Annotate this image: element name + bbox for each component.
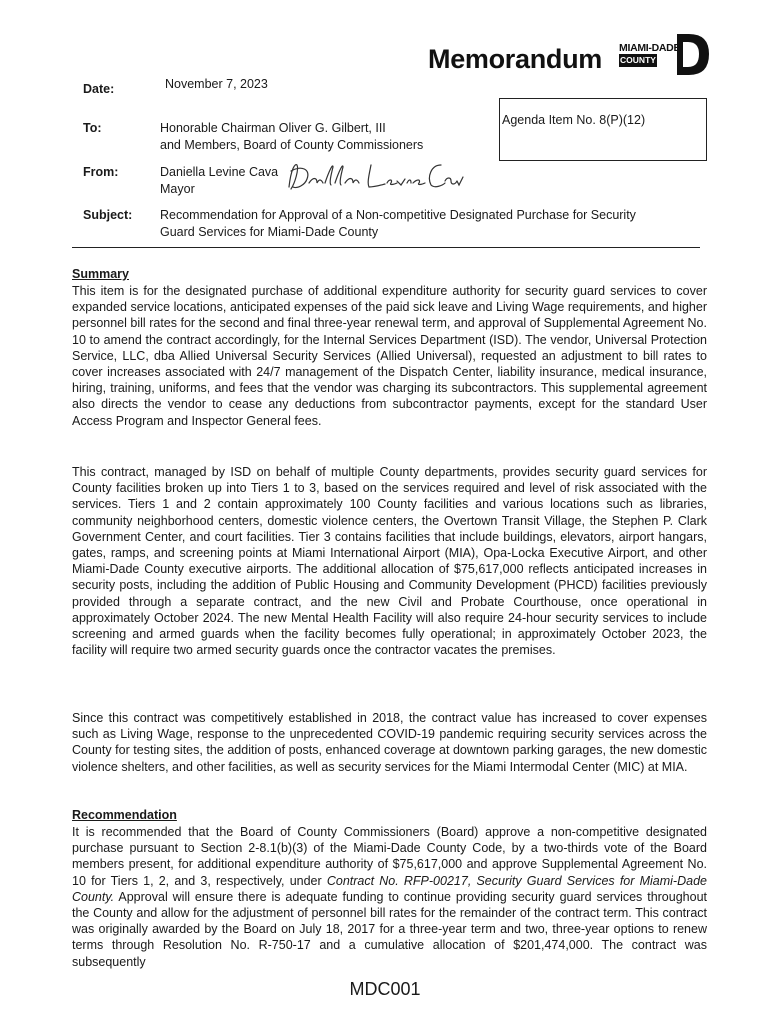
recommendation-heading: Recommendation [72, 808, 177, 822]
agenda-item-number: Agenda Item No. 8(P)(12) [502, 113, 646, 127]
to-line-1: Honorable Chairman Oliver G. Gilbert, III [160, 121, 386, 135]
miami-dade-county-logo [619, 32, 710, 77]
from-line-1: Daniella Levine Cava [160, 165, 279, 179]
from-label: From: [83, 165, 119, 179]
summary-paragraph-3-text: Since this contract was competitively established in 2018, the contract value has increased to cover expenses such as Living Wage, response to the unprecedented COVID-19 pandemic requiring security services across the County for testing sites, the addition of posts, enhanced coverage at downtown parking garages, the new domestic violence shelters, and other facilities, as well as security services for the Miami Intermodal Center (MIC) at MIA. [72, 711, 707, 774]
logo-line-1: MIAMI-DADE [619, 42, 681, 54]
to-line-2: and Members, Board of County Commissioners [160, 138, 424, 152]
recommendation-text-end: Approval will ensure there is adequate funding to continue providing security guard services throughout the County and allow for the adjustment of personnel bill rates for the remainder of the contract term. This contract was originally awarded by the Board on July 18, 2017 for a three-year term and two, three-year options to renew terms through Resolution No. R-750-17 and a cumulative allocation of $201,474,000. The contract was subsequently [72, 889, 707, 969]
recommendation-text-start: It is recommended that the Board of County Commissioners (Board) approve a non-competitive designated purchase pursuant to Section 2-8.1(b)(3) of the Miami-Dade County Code, by a two-thirds vote of the Board members present, for additional expenditure authority of $75,617,000 and approve Supplemental Agreement No. 10 for Tiers 1, 2, and 3, respectively, under [72, 825, 707, 888]
summary-heading: Summary [72, 267, 129, 281]
recommendation-paragraph [72, 824, 707, 970]
agenda-item-box [499, 98, 707, 161]
recommendation-paragraph-text [72, 824, 707, 970]
summary-paragraph-1 [72, 283, 707, 429]
page-id-footer: MDC001 [349, 979, 421, 999]
subject-label: Subject: [83, 208, 133, 222]
to-label: To: [83, 121, 102, 135]
logo-line-2: COUNTY [620, 55, 656, 65]
summary-paragraph-3 [72, 710, 707, 775]
subject-line-2: Guard Services for Miami-Dade County [160, 225, 379, 239]
subject-line-1: Recommendation for Approval of a Non-competitive Designated Purchase for Security [160, 208, 636, 222]
mayor-signature-icon [285, 157, 465, 197]
summary-paragraph-2-text: This contract, managed by ISD on behalf of multiple County departments, provides security guard services for County facilities broken up into Tiers 1 to 3, based on the services required and level of risk associated with the services. Tiers 1 and 2 contain approximately 100 County facilities and various locations such as libraries, community neighborhood centers, domestic violence centers, the Overtown Transit Village, the Stephen P. Clark Government Center, and court facilities. Tier 3 contains facilities that include buildings, elevators, airport hangars, gates, ramps, and screening points at Miami International Airport (MIA), Opa-Locka Executive Airport, and other Miami-Dade County executive airports. The additional allocation of $75,617,000 reflects anticipated increases in security posts, including the addition of Public Housing and Community Development (PHCD) facilities previously provided through a separate contract, and the new Civil and Probate Courthouse, once operational in approximately October 2024. The new Mental Health Facility will also require 24-hour security services to include screening and armed guards when the facility becomes fully operational; in approximately October 2023, the facility will require two armed security guards once the contractor vacates the premises. [72, 465, 707, 658]
contract-reference: Contract No. RFP-00217, Security Guard Services for Miami-Dade County. [72, 873, 707, 904]
summary-paragraph-1-text: This item is for the designated purchase of additional expenditure authority for security guard services to cover expanded service locations, anticipated expenses of the paid sick leave and Living Wage requirements, and higher personnel bill rates for the second and final three-year renewal term, and approval of Supplemental Agreement No. 10 to amend the contract accordingly, for the Internal Services Department (ISD). The vendor, Universal Protection Service, LLC, dba Allied Universal Security Services (Allied Universal), requested an adjustment to bill rates to cover increases associated with 24/7 management of the Dispatch Center, liability insurance, medical insurance, hiring, training, uniforms, and fees that the vendor was charging its subcontractors. This supplemental agreement also directs the vendor to cease any deductions from subcontractor payments, except for the standard User Access Program and Inspector General fees. [72, 284, 707, 428]
from-line-2: Mayor [160, 182, 195, 196]
date-value: November 7, 2023 [165, 77, 268, 91]
summary-paragraph-2 [72, 464, 707, 658]
date-label: Date: [83, 82, 115, 96]
memorandum-title: Memorandum [428, 44, 603, 74]
header-divider [72, 247, 700, 248]
